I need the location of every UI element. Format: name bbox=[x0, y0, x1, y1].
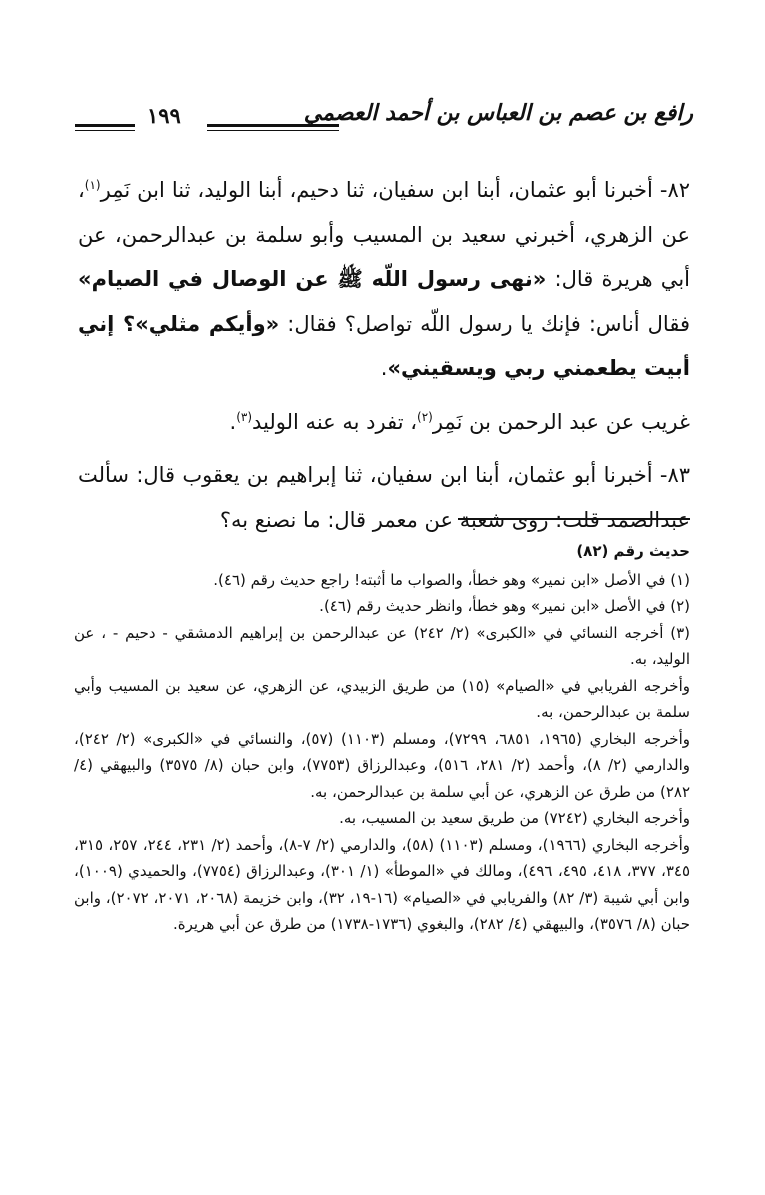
header-title: رافع بن عصم بن العباس بن أحمد العصمي bbox=[303, 100, 693, 126]
footnote-3-paragraph: وأخرجه الفريابي في «الصيام» (١٥) من طريق الزبيدي، عن الزهري، عن سعيد بن المسيب وأبي سلمة بن عبدالرحمن، به. bbox=[74, 676, 690, 721]
grading-end: . bbox=[229, 409, 237, 434]
footnote-3-paragraph: وأخرجه البخاري (٧٢٤٢) من طريق سعيد بن المسيب، به. bbox=[339, 809, 690, 827]
footnote-1: (١) في الأصل «ابن نمير» وهو خطأ، والصواب ما أثبته! راجع حديث رقم (٤٦). bbox=[213, 570, 690, 589]
grading-text-cont: ، تفرد به عنه الوليد bbox=[252, 409, 418, 434]
footnote-3: (٣) أخرجه النسائي في «الكبرى» (٢/ ٢٤٢) عن عبدالرحمن بن إبراهيم الدمشقي - دحيم - ، عن الوليد، به. bbox=[74, 623, 690, 668]
hadith-82-end: . bbox=[380, 356, 388, 380]
hadith-82-grading bbox=[78, 400, 690, 445]
hadith-83: ٨٣- أخبرنا أبو عثمان، أبنا ابن سفيان، ثنا إبراهيم بن يعقوب قال: سألت عبدالصمد قلت: روى شعبة عن معمر قال: ما نصنع به؟ bbox=[78, 463, 690, 532]
footnote-3-paragraph: وأخرجه البخاري (١٩٦٦)، ومسلم (١١٠٣) (٥٨)، والدارمي (٢/ ٧-٨)، وأحمد (٢/ ٢٣١، ٢٤٤، ٢٥٧، ٣١٥، ٣٤٥، ٣٧٧، ٤١٨، ٤٩٥، ٤٩٦)، ومالك في «الموطأ» (١/ ٣٠١)، وعبدالرزاق (٧٧٥٤)، والحميدي (١٠٠٩)، وابن أبي شيبة (٣/ ٨٢) والفريابي في «الصيام» (١٦-١٩، ٣٢)، وابن خزيمة (٢٠٦٨، ٢٠٧١، ٢٠٧٢)، وابن حبان (٨/ ٣٥٧٦)، والبيهقي (٤/ ٢٨٢)، والبغوي (١٧٣٦-١٧٣٨) من طرق عن أبي هريرة. bbox=[74, 835, 691, 933]
page-number: ١٩٩ bbox=[147, 103, 181, 128]
grading-text: غريب عن عبد الرحمن بن نَمِر bbox=[432, 409, 690, 434]
footnote-3-paragraph: وأخرجه البخاري (١٩٦٥، ٦٨٥١، ٧٢٩٩)، ومسلم (١١٠٣) (٥٧)، والنسائي في «الكبرى» (٢/ ٢٤٢)، والدارمي (٢/ ٨)، وأحمد (٢/ ٢٨١، ٥١٦)، وعبدالرزاق (٧٧٥٣)، وابن حبان (٨/ ٣٥٧٥) والبيهقي (٤/ ٢٨٢) من طرق عن الزهري، عن أبي سلمة بن عبدالرحمن، به. bbox=[74, 729, 690, 801]
footnote-ref-3[interactable]: (٣) bbox=[236, 409, 253, 424]
footnote-ref-1[interactable]: (١) bbox=[84, 178, 101, 192]
header-rule-left bbox=[75, 124, 135, 131]
footnotes bbox=[74, 538, 690, 938]
hadith-82-matn-quote: «نهى رسول اللّه ﷺ عن الوصال في الصيام» bbox=[78, 267, 547, 291]
footnote-2: (٢) في الأصل «ابن نمير» وهو خطأ، وانظر حديث رقم (٤٦). bbox=[319, 597, 690, 615]
hadith-82-prophet-reply: «وأيكم مثلي»؟ إني أبيت يطعمني ربي ويسقيني» bbox=[78, 311, 690, 380]
hadith-82 bbox=[78, 168, 690, 391]
main-text bbox=[78, 168, 690, 542]
running-header bbox=[75, 98, 693, 140]
header-rule-middle bbox=[207, 124, 339, 131]
hadith-82-isnad: ٨٢- أخبرنا أبو عثمان، أبنا ابن سفيان، ثنا دحيم، أبنا الوليد، ثنا ابن نَمِر bbox=[100, 178, 690, 202]
footnote-ref-2[interactable]: (٢) bbox=[417, 409, 433, 424]
footnote-separator bbox=[458, 518, 690, 520]
footnotes-heading: حديث رقم (٨٢) bbox=[576, 542, 690, 560]
hadith-82-narrative: فقال أناس: فإنك يا رسول اللّه تواصل؟ فقال: bbox=[279, 311, 690, 336]
hadith-82-isnad-cont: ، عن الزهري، أخبرني سعيد بن المسيب وأبو سلمة بن عبدالرحمن، عن أبي هريرة قال: bbox=[78, 178, 690, 291]
